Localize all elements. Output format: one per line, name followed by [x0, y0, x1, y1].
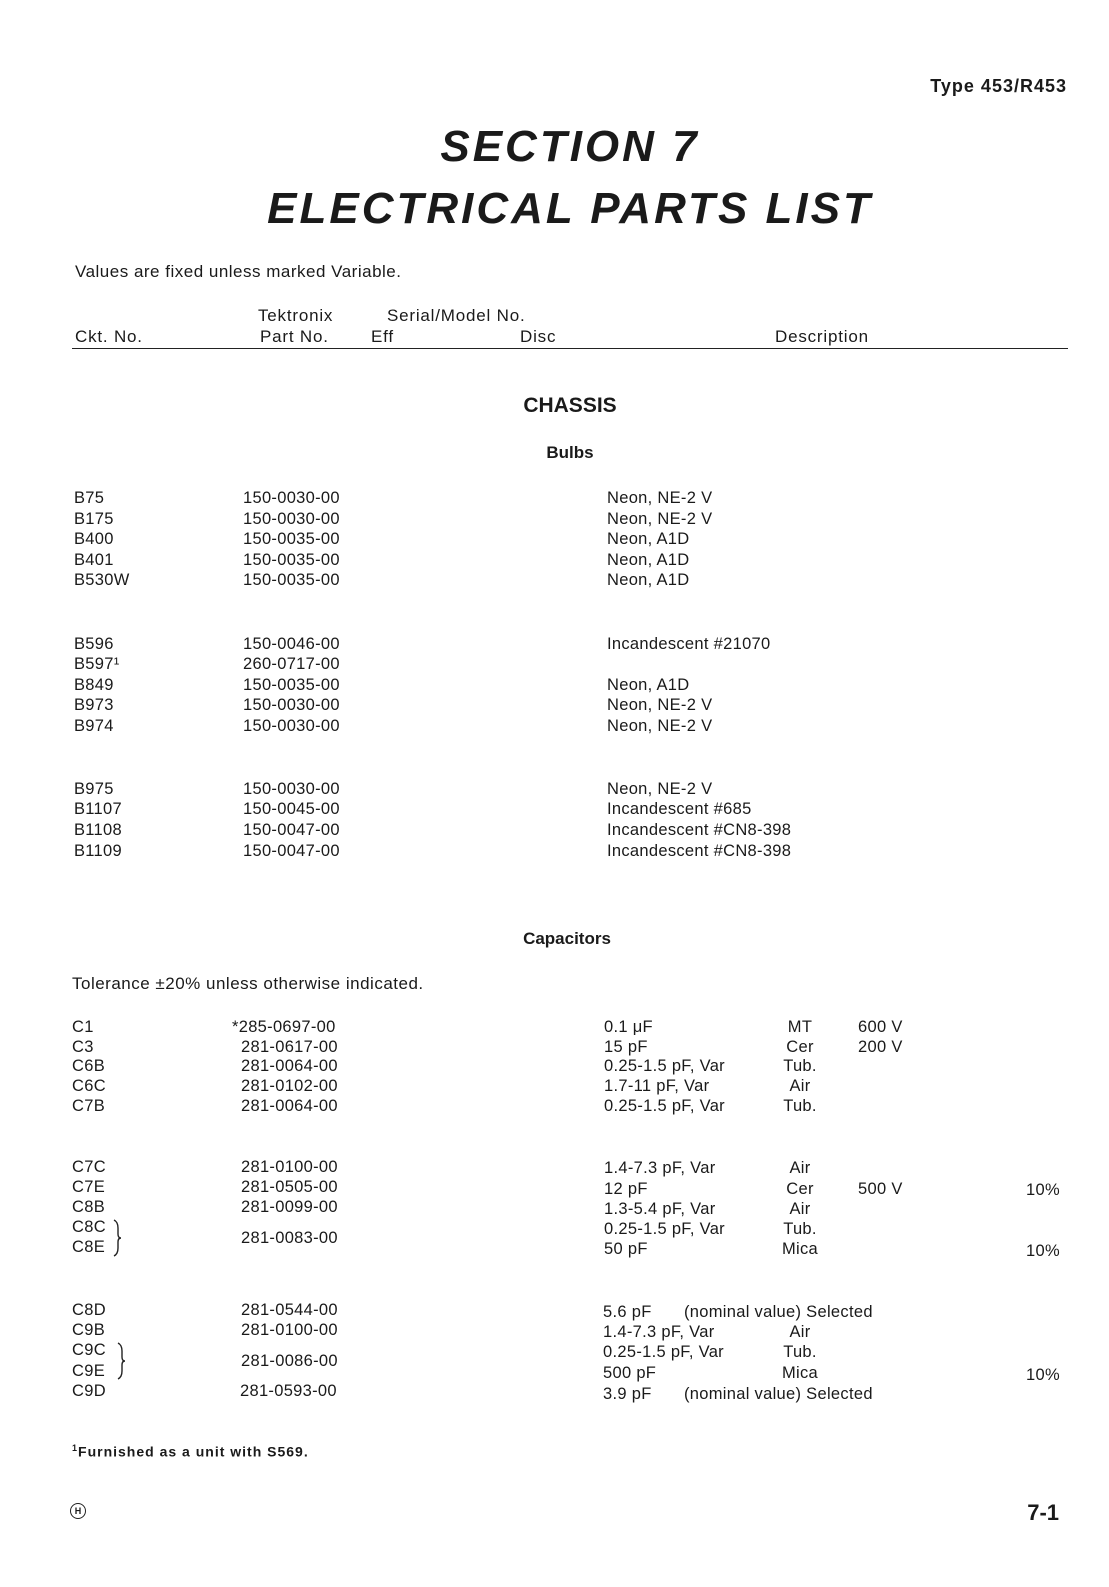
material: Tub. [783, 1343, 817, 1361]
description: 0.25-1.5 pF, Var [604, 1057, 725, 1075]
part-no: 150-0030-00 [243, 696, 340, 714]
description: Neon, NE-2 V [607, 489, 713, 507]
description: Neon, A1D [607, 571, 690, 589]
voltage: 200 V [858, 1038, 903, 1056]
intro-note: Values are fixed unless marked Variable. [75, 262, 402, 281]
header-rule [72, 348, 1068, 349]
material: Air [789, 1159, 811, 1177]
tolerance-note: Tolerance ±20% unless otherwise indicated. [72, 974, 424, 993]
ckt-no: B974 [74, 717, 114, 735]
tolerance: 10% [1026, 1366, 1060, 1384]
part-no: 150-0030-00 [243, 489, 340, 507]
part-no: 281-0593-00 [240, 1382, 337, 1400]
material: Air [789, 1077, 811, 1095]
description: 0.1 μF [604, 1018, 653, 1036]
ckt-no: C6B [72, 1057, 105, 1075]
material: Cer [786, 1038, 814, 1056]
part-no: 281-0099-00 [241, 1198, 338, 1216]
col-serial-model: Serial/Model No. [387, 306, 526, 325]
part-no: 150-0035-00 [243, 551, 340, 569]
section-number-heading: SECTION 7 [440, 122, 700, 171]
part-no: 150-0035-00 [243, 530, 340, 548]
ckt-no: C8D [72, 1301, 106, 1319]
ckt-no: B597¹ [74, 655, 120, 673]
ckt-no: B973 [74, 696, 114, 714]
ckt-no: B75 [74, 489, 105, 507]
ckt-no: B400 [74, 530, 114, 548]
part-no: 281-0064-00 [241, 1097, 338, 1115]
ckt-no: B849 [74, 676, 114, 694]
material: (nominal value) Selected [684, 1303, 873, 1321]
material: Tub. [783, 1220, 817, 1238]
part-no: 150-0030-00 [243, 780, 340, 798]
capacitors-heading: Capacitors [523, 929, 611, 948]
description: Incandescent #CN8-398 [607, 842, 792, 860]
description: 1.3-5.4 pF, Var [604, 1200, 716, 1218]
part-no: 260-0717-00 [243, 655, 340, 673]
footnote [72, 1443, 309, 1460]
description: Incandescent #685 [607, 800, 752, 818]
ckt-no: C8B [72, 1198, 105, 1216]
bulbs-heading: Bulbs [546, 443, 594, 462]
part-no: 281-0100-00 [241, 1158, 338, 1176]
part-no: *285-0697-00 [232, 1018, 336, 1036]
description: 1.7-11 pF, Var [604, 1077, 710, 1095]
ckt-no: C6C [72, 1077, 106, 1095]
part-no: 281-0102-00 [241, 1077, 338, 1095]
model-type-label: Type 453/R453 [930, 76, 1067, 96]
part-no: 281-0544-00 [241, 1301, 338, 1319]
description: 12 pF [604, 1180, 648, 1198]
part-no: 281-0617-00 [241, 1038, 338, 1056]
brace-icon [112, 1218, 122, 1258]
material: Air [789, 1200, 811, 1218]
ckt-no: C9C [72, 1341, 106, 1359]
description: Neon, A1D [607, 676, 690, 694]
part-no: 150-0045-00 [243, 800, 340, 818]
col-part-no: Part No. [260, 327, 329, 346]
description: Neon, A1D [607, 530, 690, 548]
ckt-no: C9B [72, 1321, 105, 1339]
material: MT [787, 1018, 813, 1036]
description: 0.25-1.5 pF, Var [604, 1220, 725, 1238]
ckt-no: C9E [72, 1362, 105, 1380]
description: 1.4-7.3 pF, Var [604, 1159, 716, 1177]
material: Mica [781, 1240, 819, 1258]
ckt-no: C9D [72, 1382, 106, 1400]
part-no: 150-0047-00 [243, 842, 340, 860]
ckt-no: B175 [74, 510, 114, 528]
material: (nominal value) Selected [684, 1385, 873, 1403]
description: Neon, NE-2 V [607, 696, 713, 714]
ckt-no: B1107 [74, 800, 122, 818]
description: 500 pF [603, 1364, 657, 1382]
material: Tub. [783, 1097, 817, 1115]
description: 3.9 pF [603, 1385, 652, 1403]
ckt-no: C8E [72, 1238, 105, 1256]
page-number: 7-1 [1027, 1500, 1059, 1525]
part-no: 150-0035-00 [243, 571, 340, 589]
tektronix-logo-icon: H [70, 1503, 86, 1519]
description: 15 pF [604, 1038, 648, 1056]
part-no: 150-0047-00 [243, 821, 340, 839]
description: Neon, NE-2 V [607, 780, 713, 798]
ckt-no: C1 [72, 1018, 94, 1036]
tolerance: 10% [1026, 1242, 1060, 1260]
part-no: 281-0505-00 [241, 1178, 338, 1196]
ckt-no: B1109 [74, 842, 122, 860]
footnote-text: Furnished as a unit with S569. [78, 1443, 309, 1460]
part-no: 281-0086-00 [241, 1352, 338, 1370]
col-description: Description [775, 327, 869, 346]
ckt-no: B975 [74, 780, 114, 798]
page-title: ELECTRICAL PARTS LIST [267, 184, 873, 233]
tolerance: 10% [1026, 1181, 1060, 1199]
part-no: 281-0083-00 [241, 1229, 338, 1247]
ckt-no: C7B [72, 1097, 105, 1115]
description: 0.25-1.5 pF, Var [603, 1343, 724, 1361]
ckt-no: B1108 [74, 821, 122, 839]
chassis-heading: CHASSIS [523, 394, 617, 417]
part-no: 150-0030-00 [243, 717, 340, 735]
ckt-no: C7E [72, 1178, 105, 1196]
part-no: 150-0035-00 [243, 676, 340, 694]
part-no: 150-0046-00 [243, 635, 340, 653]
part-no: 281-0100-00 [241, 1321, 338, 1339]
material: Tub. [783, 1057, 817, 1075]
part-no: 281-0064-00 [241, 1057, 338, 1075]
part-no: 150-0030-00 [243, 510, 340, 528]
description: Neon, NE-2 V [607, 717, 713, 735]
col-disc: Disc [520, 327, 557, 346]
ckt-no: C3 [72, 1038, 94, 1056]
description: Incandescent #CN8-398 [607, 821, 792, 839]
description: 5.6 pF [603, 1303, 652, 1321]
description: Neon, A1D [607, 551, 690, 569]
ckt-no: B401 [74, 551, 114, 569]
description: 0.25-1.5 pF, Var [604, 1097, 725, 1115]
ckt-no: B530W [74, 571, 130, 589]
material: Cer [786, 1180, 814, 1198]
ckt-no: B596 [74, 635, 114, 653]
description: Incandescent #21070 [607, 635, 771, 653]
material: Mica [781, 1364, 819, 1382]
material: Air [789, 1323, 811, 1341]
ckt-no: C8C [72, 1218, 106, 1236]
description: Neon, NE-2 V [607, 510, 713, 528]
col-eff: Eff [371, 327, 394, 346]
description: 1.4-7.3 pF, Var [603, 1323, 715, 1341]
brace-icon [116, 1341, 126, 1381]
description: 50 pF [604, 1240, 648, 1258]
footnote-mark: 1 [72, 1443, 79, 1453]
ckt-no: C7C [72, 1158, 106, 1176]
col-ckt-no: Ckt. No. [75, 327, 143, 346]
voltage: 500 V [858, 1180, 903, 1198]
voltage: 600 V [858, 1018, 903, 1036]
col-tektronix: Tektronix [258, 306, 334, 325]
